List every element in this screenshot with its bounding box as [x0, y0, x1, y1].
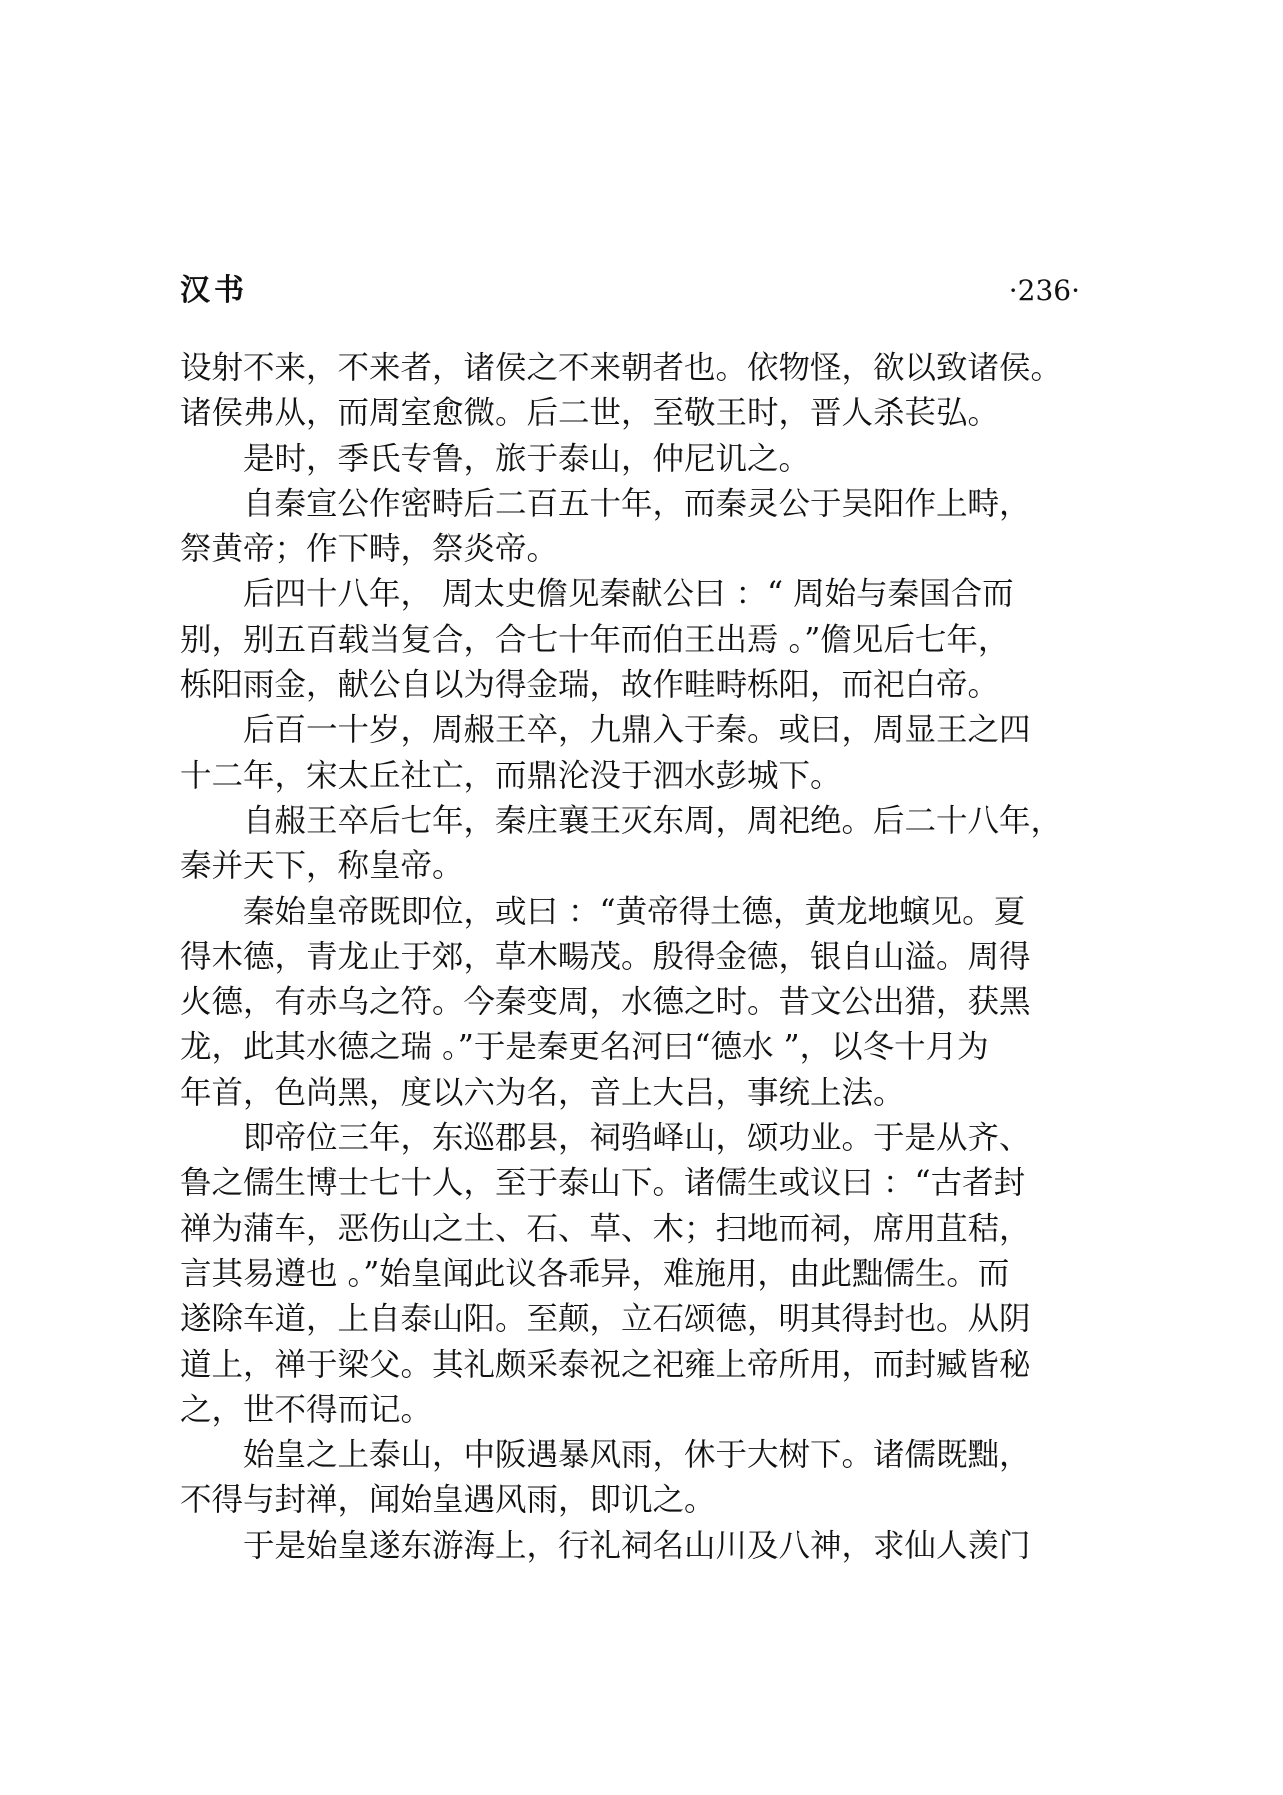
text-line: 始皇之上泰山，中阪遇暴风雨，休于大树下。诸儒既黜， — [243, 1437, 1031, 1474]
text-line: 鲁之儒生博士七十人，至于泰山下。诸儒生或议曰 ：“古者封 — [180, 1165, 1026, 1202]
text-line: 言其易遵也 。”始皇闻此议各乖异，难施用，由此黜儒生。而 — [180, 1255, 1010, 1292]
text-line: 火德，有赤乌之符。今秦变周，水德之时。昔文公出猎，获黑 — [180, 984, 1031, 1021]
page-number: ·236· — [1008, 274, 1080, 307]
text-line: 后百一十岁，周赧王卒，九鼎入于秦。或曰，周显王之四 — [243, 712, 1031, 749]
text-line: 道上，禅于梁父。其礼颇采泰祝之祀雍上帝所用，而封臧皆秘 — [180, 1346, 1031, 1383]
text-line: 秦始皇帝既即位，或曰 ：“黄帝得土德，黄龙地螾见。夏 — [243, 893, 1026, 930]
text-line: 设射不来，不来者，诸侯之不来朝者也。依物怪，欲以致诸侯。 — [180, 350, 1063, 386]
text-line: 自秦宣公作密畤后二百五十年，而秦灵公于吴阳作上畤， — [243, 485, 1031, 522]
text-line: 是时，季氏专鲁，旅于泰山，仲尼讥之。 — [243, 440, 811, 477]
text-line: 之，世不得而记。 — [180, 1391, 433, 1428]
text-line: 十二年，宋太丘社亡，而鼎沦没于泗水彭城下。 — [180, 757, 842, 794]
text-body — [180, 346, 1090, 1569]
text-line: 后四十八年， 周太史儋见秦献公曰 ：“ 周始与秦国合而 — [243, 576, 1014, 613]
text-line: 得木德，青龙止于郊，草木畼茂。殷得金德，银自山溢。周得 — [180, 938, 1031, 975]
text-line: 祭黄帝；作下畤，祭炎帝。 — [180, 531, 559, 568]
page-header — [180, 268, 1080, 314]
text-line: 秦并天下，称皇帝。 — [180, 848, 464, 885]
text-line: 别，别五百载当复合，合七十年而伯王出焉 。”儋见后七年， — [180, 621, 1010, 658]
text-line: 于是始皇遂东游海上，行礼祠名山川及八神，求仙人羡门 — [243, 1527, 1031, 1564]
text-line: 自赧王卒后七年，秦庄襄王灭东周，周祀绝。后二十八年， — [243, 802, 1063, 839]
text-line: 遂除车道，上自泰山阳。至颠，立石颂德，明其得封也。从阴 — [180, 1301, 1031, 1338]
text-line: 栎阳雨金，献公自以为得金瑞，故作畦畤栎阳，而祀白帝。 — [180, 667, 1000, 704]
text-line: 龙，此其水德之瑞 。”于是秦更名河曰“德水 ”，以冬十月为 — [180, 1029, 989, 1066]
book-title: 汉书 — [180, 273, 248, 308]
text-line: 即帝位三年，东巡郡县，祠驺峄山，颂功业。于是从齐、 — [243, 1120, 1031, 1157]
text-line: 诸侯弗从，而周室愈微。后二世，至敬王时，晋人杀苌弘。 — [180, 395, 1000, 432]
text-line: 不得与封禅，闻始皇遇风雨，即讥之。 — [180, 1482, 716, 1519]
text-line: 禅为蒲车，恶伤山之土、石、草、木；扫地而祠，席用苴秸， — [180, 1210, 1031, 1247]
text-line: 年首，色尚黑，度以六为名，音上大吕，事统上法。 — [180, 1074, 905, 1111]
